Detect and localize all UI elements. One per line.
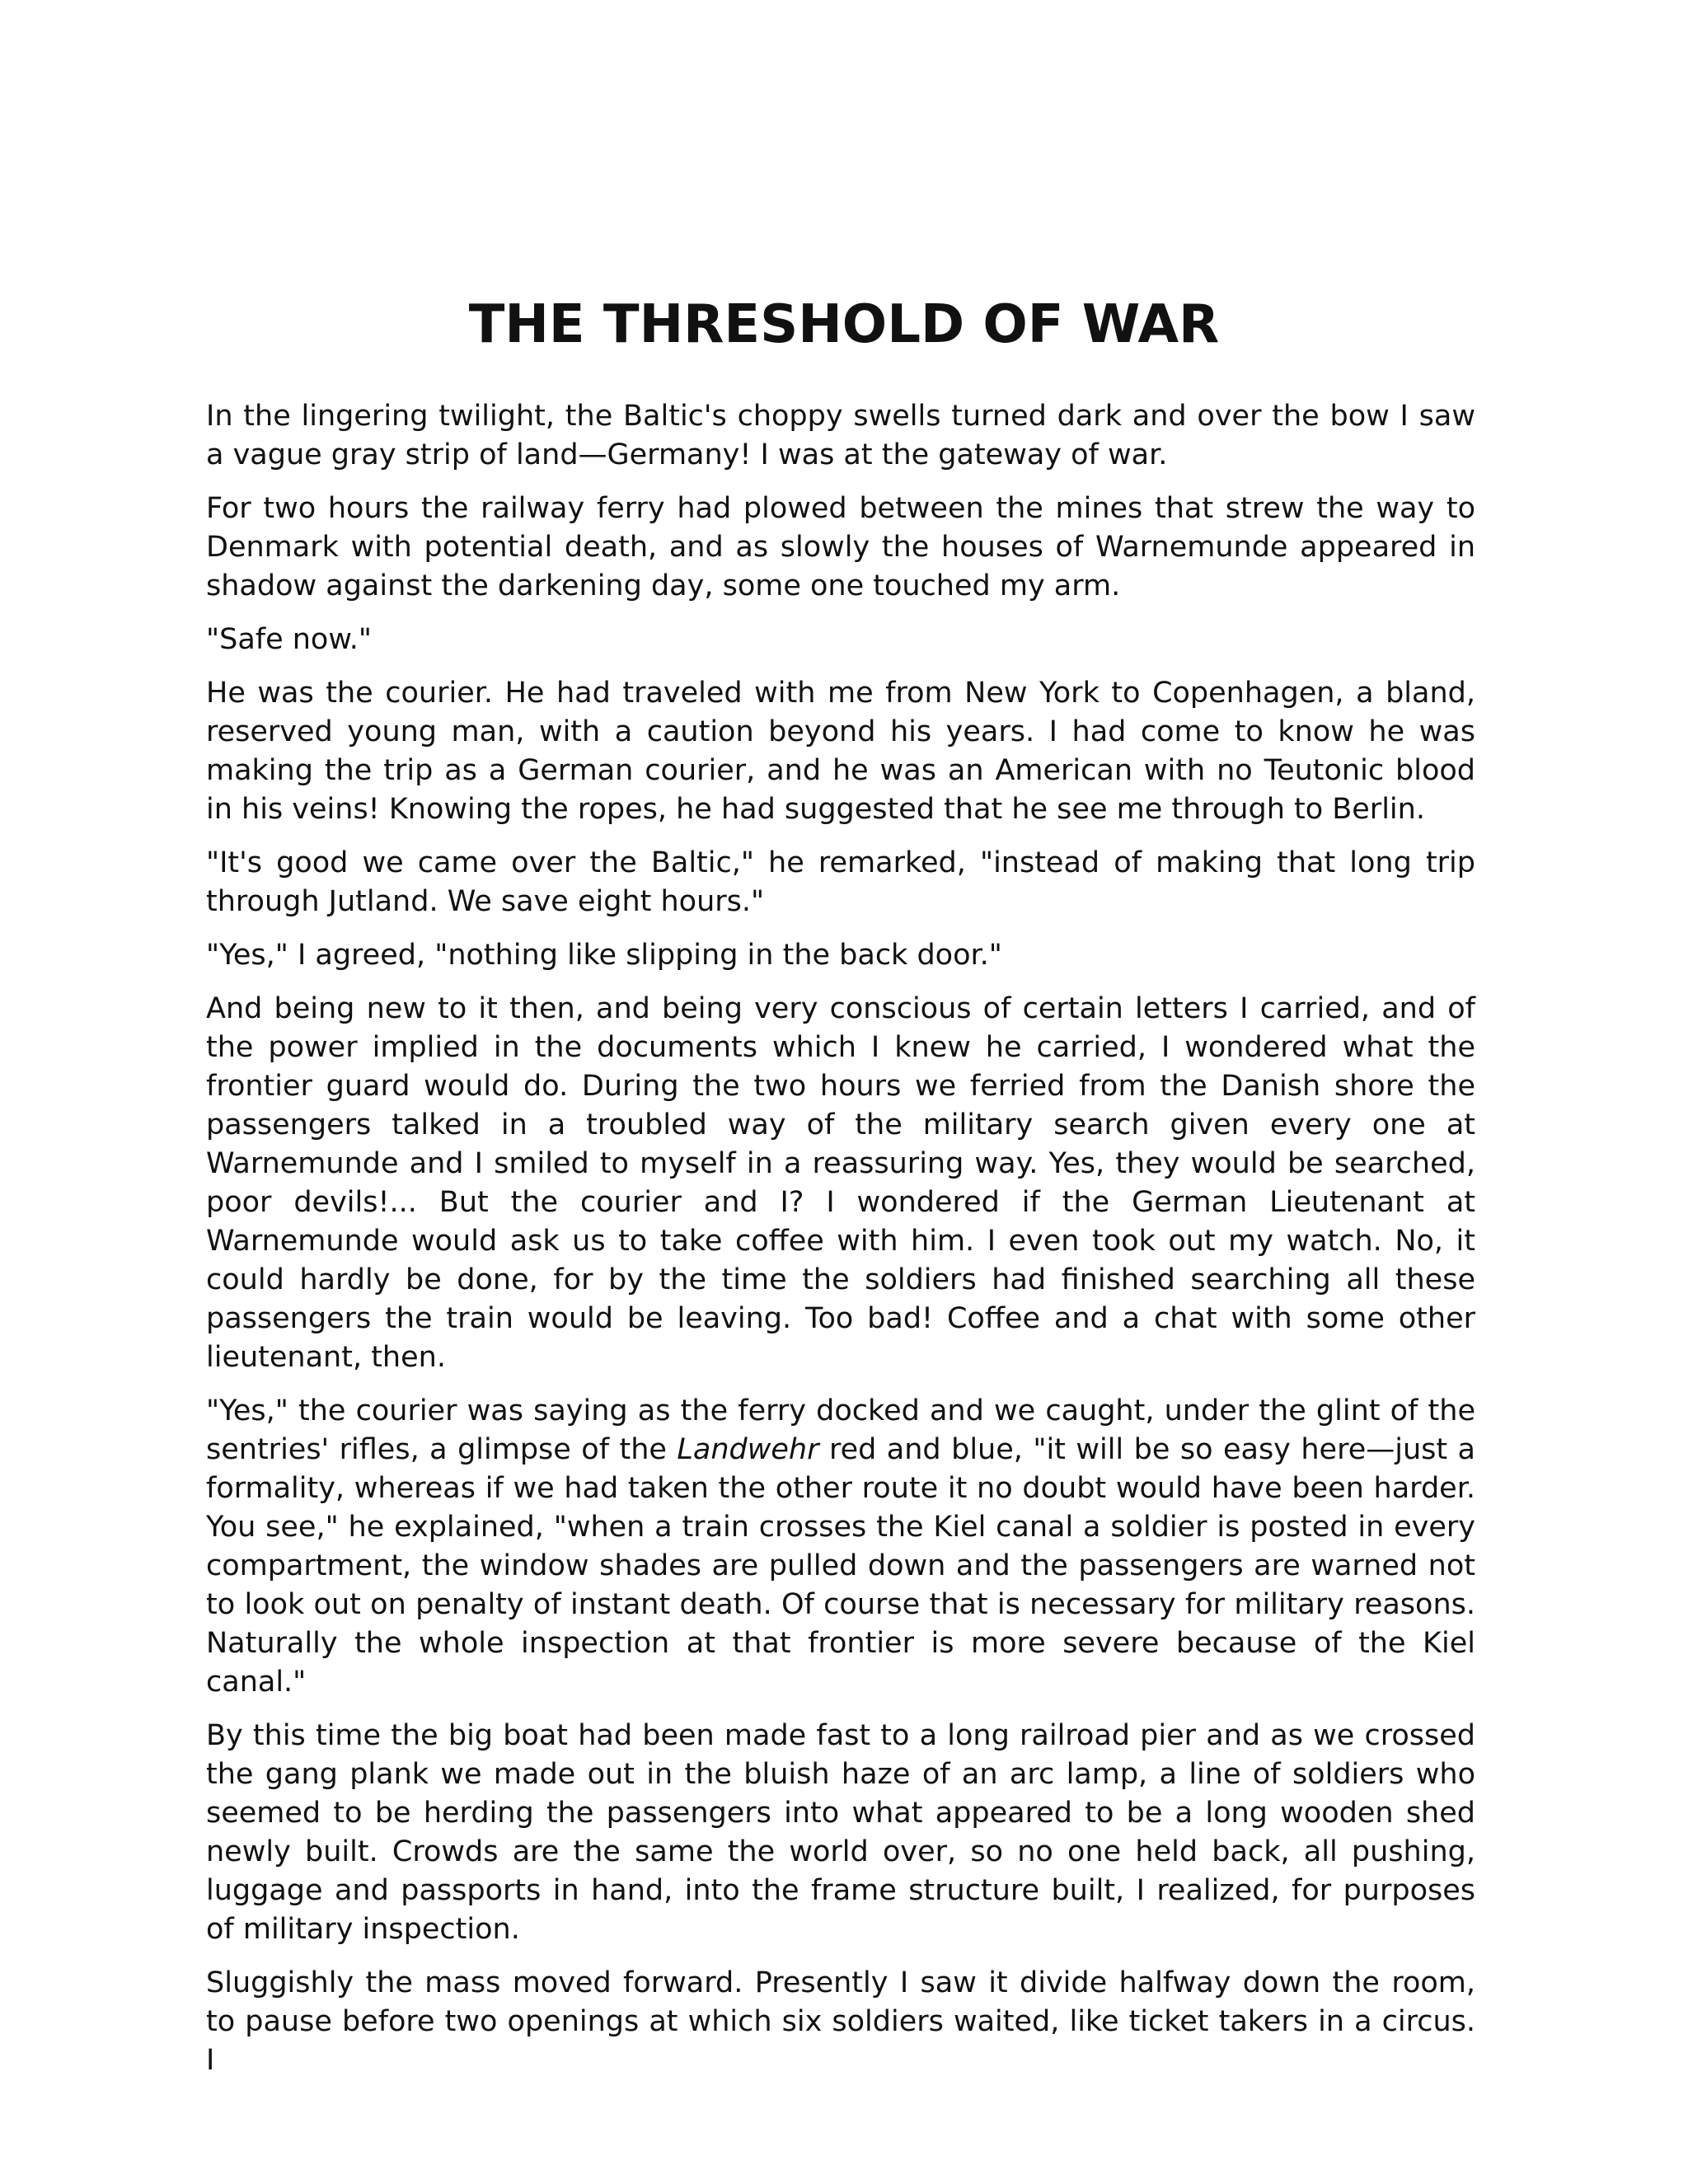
- paragraph-text: "Yes," the courier was saying as the ferry docked and we caught, under the glint of the sentries' rifles, a glimpse of the: [206, 1394, 1475, 1466]
- paragraph: And being new to it then, and being very conscious of certain letters I carried, and of the power implied in the documents which I knew he carried, I wondered what the frontier guard would do. During the two hours we ferried from the Danish shore the passengers talked in a troubled way of the military search given every one at Warnemunde and I smiled to myself in a reassuring way. Yes, they would be searched, poor devils!... But the courier and I? I wondered if the German Lieutenant at Warnemunde would ask us to take coffee with him. I even took out my watch. No, it could hardly be done, for by the time the soldiers had finished searching all these passengers the train would be leaving. Too bad! Coffee and a chat with some other lieutenant, then.: [206, 992, 1475, 1374]
- chapter-body: [206, 397, 1475, 2095]
- paragraph-with-emphasis: [206, 1392, 1475, 1702]
- emphasized-word: Landwehr: [677, 1433, 819, 1466]
- paragraph: "Safe now.": [206, 623, 372, 656]
- paragraph: By this time the big boat had been made fast to a long railroad pier and as we crossed the gang plank we made out in the bluish haze of an arc lamp, a line of soldiers who seemed to be herding the passengers into what appeared to be a long wooden shed newly built. Crowds are the same the world over, so no one held back, all pushing, luggage and passports in hand, into the frame structure built, I realized, for purposes of military inspection.: [206, 1719, 1475, 1946]
- paragraph: "Yes," I agreed, "nothing like slipping in the back door.": [206, 939, 1002, 972]
- paragraph: In the lingering twilight, the Baltic's choppy swells turned dark and over the bow I saw a vague gray strip of land—Germany! I was at the gateway of war.: [206, 400, 1475, 471]
- paragraph: "It's good we came over the Baltic," he remarked, "instead of making that long trip through Jutland. We save eight hours.": [206, 846, 1475, 918]
- paragraph: For two hours the railway ferry had plowed between the mines that strew the way to Denmark with potential death, and as slowly the houses of Warnemunde appeared in shadow against the darkening day, some one touched my arm.: [206, 492, 1475, 602]
- paragraph: Sluggishly the mass moved forward. Presently I saw it divide halfway down the room, to pause before two openings at which six soldiers waited, like ticket takers in a circus. I: [206, 1966, 1475, 2077]
- paragraph: He was the courier. He had traveled with me from New York to Copenhagen, a bland, reserved young man, with a caution beyond his years. I had come to know he was making the trip as a German courier, and he was an American with no Teutonic blood in his veins! Knowing the ropes, he had suggested that he see me through to Berlin.: [206, 677, 1475, 826]
- paragraph-text: red and blue, "it will be so easy here—just a formality, whereas if we had taken the other route it no doubt would have been harder. You see," he explained, "when a train crosses the Kiel canal a soldier is posted in every compartment, the window shades are pulled down and the passengers are warned not to look out on penalty of instant death. Of course that is necessary for military reasons. Naturally the whole inspection at that frontier is more severe because of the Kiel canal.": [206, 1433, 1476, 1699]
- chapter-title: THE THRESHOLD OF WAR: [468, 294, 1220, 355]
